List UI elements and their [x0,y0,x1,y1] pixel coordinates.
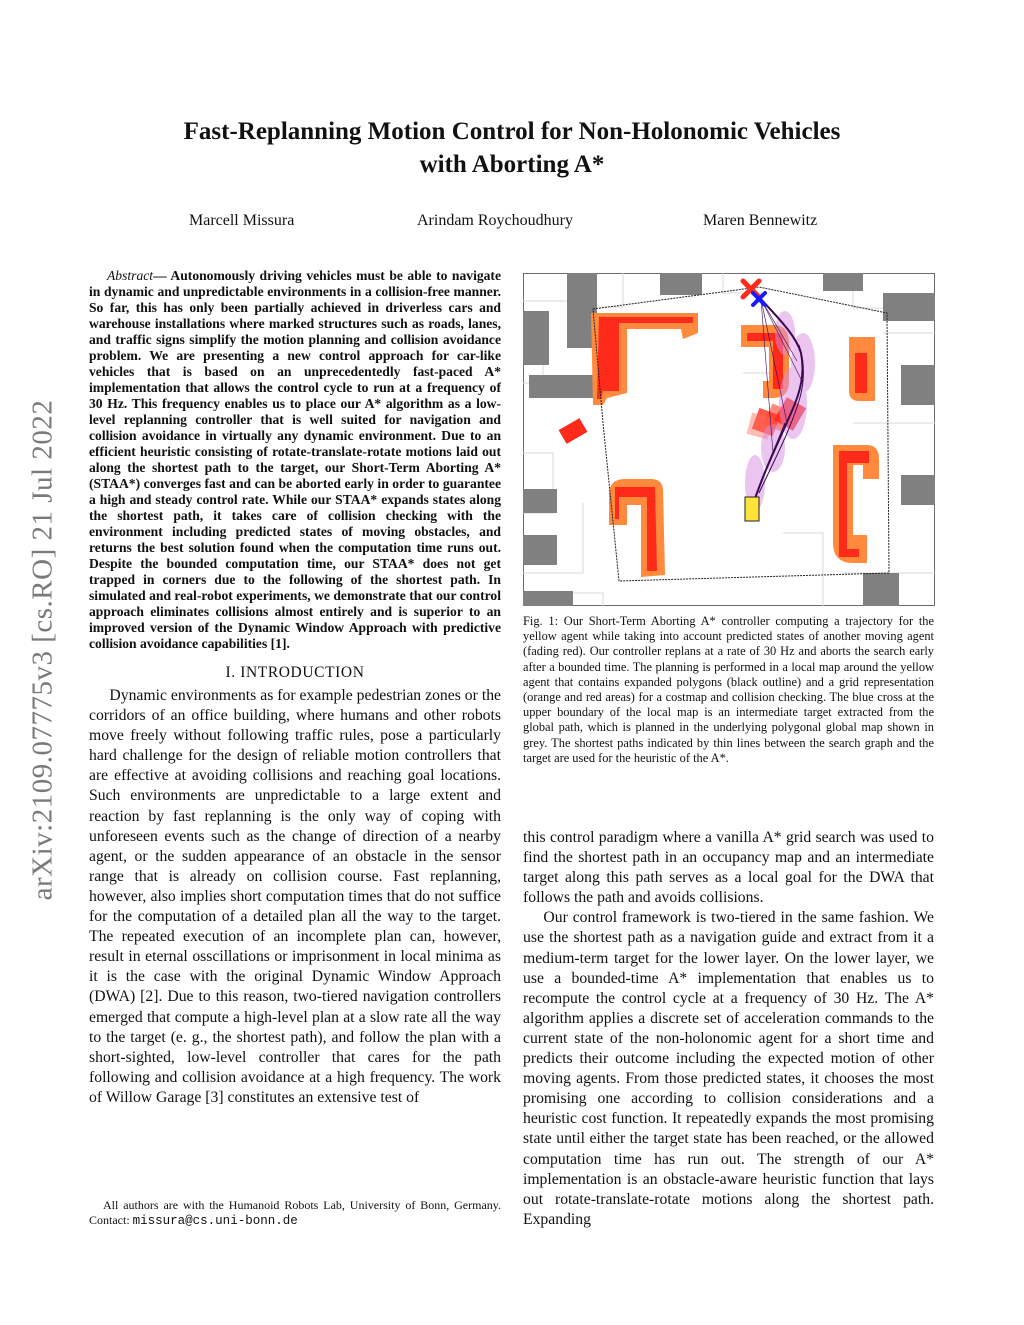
footnote-text: All authors are with the Humanoid Robots Lab, University of Bonn, Germany. Contact: [89,1198,501,1227]
arxiv-stamp [18,330,68,970]
paper-title [0,115,1024,181]
figure-1-caption: Fig. 1: Our Short-Term Aborting A* controller computing a trajectory for the yellow agent while taking into account predicted states of another moving agent (fading red). Our controller replans at a rate of 30 Hz and aborts the search early after a bounded time. The planning is performed in a local map around the yellow agent that contains expanded polygons (black outline) and a grid representation (orange and red areas) for a costmap and collision checking. The blue cross at the upper boundary of the local map is an intermediate target extracted from the global path, which is planned in the underlying polygonal global map shown in grey. The shortest paths indicated by thin lines between the search graph and the target are used for the heuristic of the A*. [523,614,934,765]
footnote-email[interactable]: missura@cs.uni-bonn.de [132,1214,298,1228]
arxiv-stamp-text: arXiv:2109.07775v3 [cs.RO] 21 Jul 2022 [26,399,59,901]
agent-yellow-icon [745,497,759,521]
right-paragraph-2: Our control framework is two-tiered in the same fashion. We use the shortest path as a navigation guide and extract from it a medium-term target for the lower layer. On the lower layer, we use a bounded-time A* implementation that enables us to recompute the control cycle at a frequency of 30 Hz. The A* algorithm applies a discrete set of acceleration commands to the current state of the non-holonomic agent for a short time and predicts their outcome including the expected motion of other moving agents. From those predicted states, it chooses the most promising one according to collision considerations and a heuristic cost function. It repeatedly expands the most promising state until either the target state has been reached, or the allowed computation time has run out. The strength of our A* implementation is an obstacle-aware heuristic function that lays out rotate-translate-rotate motions along the shortest path. Expanding [523,909,934,1228]
right-paragraph-1: this control paradigm where a vanilla A* grid search was used to find the shortest path in an occupancy map and an intermediate target along this path serves as a local goal for the DWA that follows the path and avoids collisions. [523,829,934,907]
right-column [523,828,934,1230]
figure-1-local-map [523,273,935,606]
abstract-text: — Autonomously driving vehicles must be able to navigate in dynamic and unpredictable environments in a collision-free manner. So far, this has only been partially achieved in driverless cars and warehouse installations where marked structures such as roads, lanes, and traffic signs simplify the motion planning and collision avoidance problem. We are presenting a new control approach for car-like vehicles that is based on an unprecedentedly fast-paced A* implementation that allows the control cycle to run at a frequency of 30 Hz. This frequency enables us to place our A* algorithm as a low-level replanning controller that is well suited for navigation and collision avoidance in virtually any dynamic environment. Due to an efficient heuristic consisting of rotate-translate-rotate motions laid out along the shortest path to the target, our Short-Term Aborting A* (STAA*) converges fast and can be aborted early in order to guarantee a high and steady control rate. While our STAA* expands states along the shortest path, it takes care of collision checking with the environment including predicted states of moving obstacles, and returns the best solution found when the computation time runs out. Despite the bounded computation time, our STAA* does not get trapped in corners due to the following of the shortest path. In simulated and real-robot experiments, we demonstrate that our control approach eliminates collisions almost entirely and is superior to an improved version of the Dynamic Window Approach with predictive collision avoidance capabilities [1]. [89,268,501,651]
abstract [89,268,501,652]
abstract-label: Abstract [107,268,154,283]
title-line-1: Fast-Replanning Motion Control for Non-Holonomic Vehicles [183,118,841,145]
author-2: Arindam Roychoudhury [417,212,573,229]
author-footnote [89,1198,501,1229]
author-3: Maren Bennewitz [703,212,818,229]
left-column [89,268,501,1108]
intro-paragraph: Dynamic environments as for example pedestrian zones or the corridors of an office building, where humans and other robots move freely without following traffic rules, pose a particularly hard challenge for the design of reliable motion controllers that are effective at avoiding collisions and reaching goal locations. Such environments are unpredictable to a large extent and reaction by fast replanning is the only way of coping with unforeseen events such as the change of direction of a nearby agent, or the sudden appearance of an obstacle in the sensor range that is already on collision course. Fast replanning, however, also implies short computation times that do not suffice for the computation of a detailed plan all the way to the target. The repeated execution of an incomplete plan can, however, result in eternal osscillations or imprisonment in local minima as it is the case with the original Dynamic Window Approach (DWA) [2]. Due to this reason, two-tiered navigation controllers emerged that compute a high-level plan at a slow rate all the way to the target (e. g., the shortest path), and follow the plan with a short-sighted, low-level controller that cares for the path following and collision avoidance at a high frequency. The work of Willow Garage [3] constitutes an extensive test of [89,687,501,1106]
title-line-2: with Aborting A* [419,151,605,178]
author-1: Marcell Missura [189,212,295,229]
section-heading-introduction: I. INTRODUCTION [225,664,365,681]
